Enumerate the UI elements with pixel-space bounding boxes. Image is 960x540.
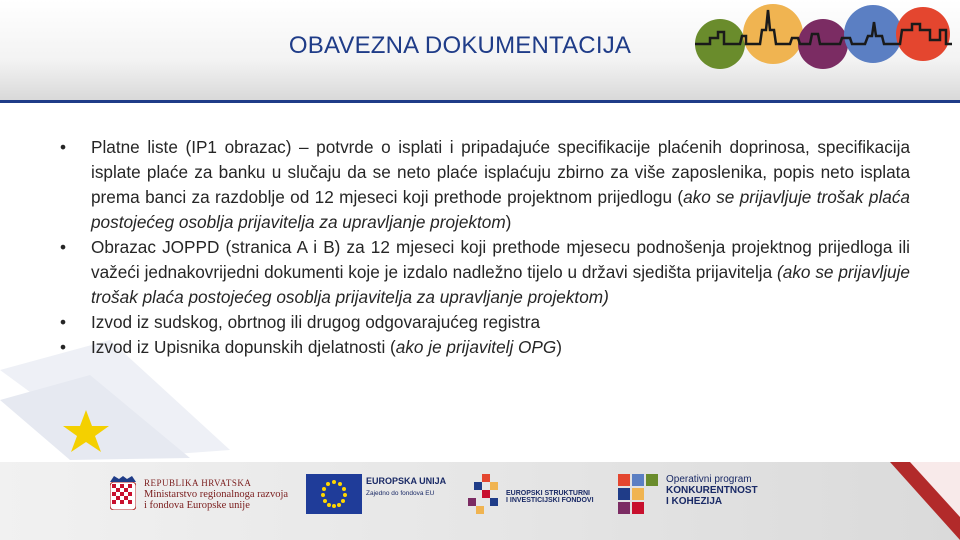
logo2-line2: Zajedno do fondova EU — [366, 490, 435, 497]
bullet-icon: • — [60, 237, 67, 257]
logo1-line2: Ministarstvo regionalnoga razvoja — [144, 489, 289, 500]
header-divider — [0, 100, 960, 103]
list-item — [58, 135, 910, 235]
page-title: OBAVEZNA DOKUMENTACIJA — [288, 32, 632, 59]
content-area — [58, 135, 910, 360]
bullet-icon: • — [60, 337, 67, 357]
logo1-line1: REPUBLIKA HRVATSKA — [144, 478, 252, 488]
list-item-italic-text: (ako se prijavljuje trošak plaća postojećeg osoblja prijavitelja za upravljanje projektom) — [91, 262, 910, 307]
logo3-line1: EUROPSKI STRUKTURNI — [506, 490, 591, 497]
croatian-coat-of-arms-icon — [110, 476, 136, 510]
logo4-line2: KONKURENTNOST — [666, 485, 758, 496]
list-item-text: Platne liste (IP1 obrazac) – potvrde o isplati i pripadajuće specifikacije plaćenih doprinosa, specifikacija isplate plaće za banku u slučaju da se neto plaće isplaćuju zbirno za više zaposlenika, popis neto isplata prema banci za razdoblje od 12 mjeseci koji prethode projektnom prijedlogu ( — [91, 137, 910, 207]
list-item-italic-text: ako se prijavljuje trošak plaća postojećeg osoblja prijavitelja za upravljanje projektom — [91, 187, 910, 232]
list-item-text: ) — [505, 212, 512, 232]
logo2-line1: EUROPSKA UNIJA — [366, 476, 447, 486]
logo3-line2: I INVESTICIJSKI FONDOVI — [506, 497, 594, 504]
red-circle-icon — [896, 7, 950, 61]
requirements-list — [58, 135, 910, 360]
list-item-text: Izvod iz Upisnika dopunskih djelatnosti ( — [91, 337, 396, 357]
list-item-text: Obrazac JOPPD (stranica A i B) za 12 mjeseci koji prethode mjesecu podnošenja projektnog prijedloga ili važeći jednakovrijedni dokumenti koje je izdalo nadležno tijelo u državi sjedišta prijavitelja — [91, 237, 910, 282]
list-item-text: ) — [556, 337, 562, 357]
list-item-italic-text: ako je prijavitelj OPG — [395, 337, 557, 357]
bullet-icon: • — [60, 312, 67, 332]
list-item — [58, 235, 910, 310]
footer-corner-decoration — [890, 462, 960, 540]
opkk-mosaic-icon — [618, 474, 658, 514]
logo4-line1: Operativni program — [666, 474, 752, 485]
esif-mosaic-icon — [468, 474, 506, 514]
orange-circle-icon — [743, 4, 803, 64]
city-skyline-logo — [690, 0, 960, 80]
list-item — [58, 335, 910, 360]
eu-flag-icon — [306, 474, 362, 514]
bullet-icon: • — [60, 137, 67, 157]
logo1-line3: i fondova Europske unije — [144, 500, 250, 511]
logo4-line3: I KOHEZIJA — [666, 496, 723, 507]
list-item-text: Izvod iz sudskog, obrtnog ili drugog odgovarajućeg registra — [91, 312, 541, 332]
list-item — [58, 310, 910, 335]
